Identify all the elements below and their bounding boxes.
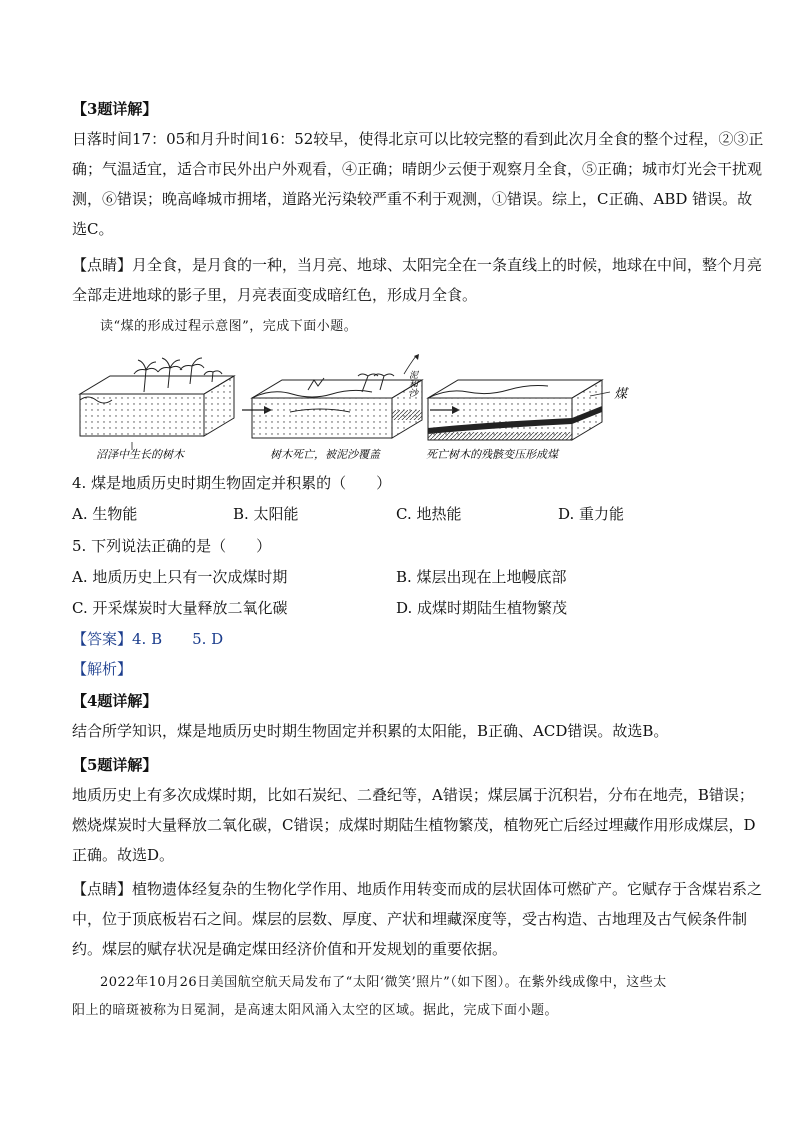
paragraph-line: 确；气温适宜，适合市民外出户外观看，④正确；晴朗少云便于观察月全食，⑤正确；城市灯光会干扰观 [72, 160, 763, 178]
paragraph-line: 地质历史上有多次成煤时期，比如石炭纪、二叠纪等，A错误；煤层属于沉积岩，分布在地壳，B错误； [72, 786, 754, 804]
paragraph-line: 选C。 [72, 220, 114, 238]
q5-option-d: D. 成煤时期陆生植物繁茂 [396, 599, 568, 617]
section-heading-q4: 【4题详解】 [72, 692, 158, 710]
paragraph-line: 燃烧煤炭时大量释放二氧化碳，C错误；成煤时期陆生植物繁茂，植物死亡后经过埋藏作用形成煤层，D [72, 816, 756, 834]
paragraph-line: 测，⑥错误；晚高峰城市拥堵，道路光污染较严重不利于观测，①错误。综上，C正确、ABD 错误。故 [72, 190, 753, 208]
q5-option-a: A. 地质历史上只有一次成煤时期 [72, 568, 288, 586]
q5-option-c: C. 开采煤炭时大量释放二氧化碳 [72, 599, 288, 617]
tip-line: 【点睛】月全食，是月食的一种，当月亮、地球、太阳完全在一条直线上的时候，地球在中间，整个月亮 [72, 256, 763, 274]
paragraph-line: 日落时间17：05和月升时间16：52较早，使得北京可以比较完整的看到此次月全食的整个过程，②③正 [72, 130, 764, 148]
q4-option-c: C. 地热能 [396, 505, 462, 523]
caption-coal-formed: 死亡树木的残骸变压形成煤 [426, 448, 558, 461]
label-mud-sand: 泥和沙 [407, 370, 417, 397]
figure-intro: 读“煤的形成过程示意图”，完成下面小题。 [100, 319, 358, 334]
answer-line: 【答案】4. B 5. D [72, 630, 224, 648]
caption-trees-buried: 树木死亡，被泥沙覆盖 [270, 448, 380, 461]
q4-option-d: D. 重力能 [558, 505, 625, 523]
tip-line: 【点睛】植物遗体经复杂的生物化学作用、地质作用转变而成的层状固体可燃矿产。它赋存于含煤岩系之 [72, 880, 763, 898]
coal-formation-illustration [72, 354, 722, 466]
intro-line: 阳上的暗斑被称为日冕洞，是高速太阳风涌入太空的区域。据此，完成下面小题。 [72, 1003, 559, 1018]
q4-option-b: B. 太阳能 [233, 505, 299, 523]
tip-line: 中，位于顶底板岩石之间。煤层的层数、厚度、产状和埋藏深度等，受古构造、古地理及古气候条件制 [72, 910, 748, 928]
tip-line: 全部走进地球的影子里，月亮表面变成暗红色，形成月全食。 [72, 286, 478, 304]
intro-line: 2022年10月26日美国航空航天局发布了“太阳‘微笑’照片”（如下图）。在紫外线成像中，这些太 [100, 975, 667, 990]
analysis-heading: 【解析】 [72, 660, 133, 678]
label-coal: 煤 [614, 387, 628, 402]
question-4-stem: 4. 煤是地质历史时期生物固定并积累的（ ） [72, 474, 392, 492]
section-heading-q3: 【3题详解】 [72, 100, 158, 118]
q4-option-a: A. 生物能 [72, 505, 138, 523]
coal-formation-diagram [72, 354, 722, 466]
question-5-stem: 5. 下列说法正确的是（ ） [72, 537, 272, 555]
paragraph-line: 正确。故选D。 [72, 846, 175, 864]
section-heading-q5: 【5题详解】 [72, 756, 158, 774]
block-coal [428, 380, 610, 440]
paragraph-line: 结合所学知识，煤是地质历史时期生物固定并积累的太阳能，B正确、ACD错误。故选B。 [72, 722, 669, 740]
block-swamp [80, 358, 234, 450]
caption-swamp-trees: 沼泽中生长的树木 [96, 448, 184, 461]
block-burial [252, 354, 422, 438]
tip-line: 约。煤层的赋存状况是确定煤田经济价值和开发规划的重要依据。 [72, 940, 508, 958]
q5-option-b: B. 煤层出现在上地幔底部 [396, 568, 567, 586]
